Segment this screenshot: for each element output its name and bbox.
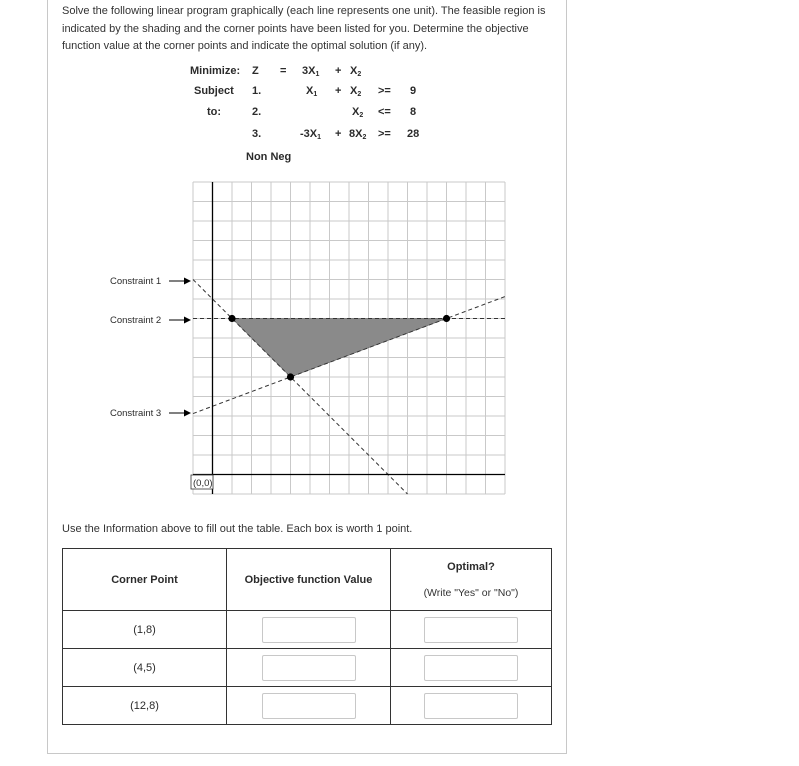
constraint-1-label: Constraint 1 <box>110 276 162 287</box>
objective-plus: + <box>335 65 342 77</box>
to-label: to: <box>207 106 222 118</box>
optimal-input-2[interactable] <box>424 655 518 681</box>
optimal-cell <box>391 611 552 649</box>
constraint-2-term-2: $X_2$ <box>352 106 364 119</box>
objective-value-header: Objective function Value <box>227 549 391 611</box>
subject-label: Subject <box>194 85 234 97</box>
corner-point-marker <box>228 315 235 322</box>
objective-value-cell <box>227 649 391 687</box>
non-negativity-label: Non Neg <box>246 151 292 163</box>
corner-point-marker <box>287 373 294 380</box>
minimize-label: Minimize: <box>190 65 241 77</box>
table-row <box>63 611 552 649</box>
optimal-input-1[interactable] <box>424 617 518 643</box>
objective-value-input-3[interactable] <box>262 693 356 719</box>
constraint-1-operator: >= <box>378 85 391 97</box>
table-header-row <box>63 549 552 611</box>
constraint-2-label: Constraint 2 <box>110 315 162 326</box>
corner-point-cell: (4,5) <box>63 649 227 687</box>
constraint-3-term-1: $-3X_1$ <box>300 128 322 141</box>
corner-point-cell: (12,8) <box>63 687 227 725</box>
constraint-3-label: Constraint 3 <box>110 408 162 419</box>
constraint-3-rhs: 28 <box>407 128 420 140</box>
constraint-3-operator: >= <box>378 128 391 140</box>
corner-point-cell: (1,8) <box>63 611 227 649</box>
constraint-1-plus: + <box>335 85 342 97</box>
constraint-1-number: 1. <box>252 85 262 97</box>
z-symbol: Z <box>252 65 259 77</box>
feasible-region-graph <box>100 175 520 505</box>
optimal-input-3[interactable] <box>424 693 518 719</box>
optimal-cell <box>391 687 552 725</box>
objective-term-1: $3X_1$ <box>302 65 320 78</box>
constraint-2-rhs: 8 <box>410 106 417 118</box>
equals-sign: = <box>280 65 287 77</box>
constraint-3-plus: + <box>335 128 342 140</box>
constraint-1-term-1: $X_1$ <box>306 85 318 98</box>
table-row <box>63 649 552 687</box>
constraint-1-rhs: 9 <box>410 85 417 97</box>
optimal-header <box>391 549 552 611</box>
constraint-3-number: 3. <box>252 128 262 140</box>
objective-value-input-1[interactable] <box>262 617 356 643</box>
objective-value-input-2[interactable] <box>262 655 356 681</box>
answer-table <box>62 548 552 725</box>
table-instruction: Use the Information above to fill out the table. Each box is worth 1 point. <box>62 523 413 535</box>
constraint-1-term-2: $X_2$ <box>350 85 362 98</box>
feasible-region <box>232 319 447 378</box>
instructions-text: Solve the following linear program graphically (each line represents one unit). The feasible region is indicated by the shading and the corner points have been listed for you. Determine the objective function value at the corner points and indicate the optimal solution (if any). <box>62 5 546 52</box>
origin-label: (0,0) <box>193 478 213 489</box>
optimal-header-note: (Write "Yes" or "No") <box>423 586 519 599</box>
constraint-1-line <box>193 280 408 495</box>
constraint-2-number: 2. <box>252 106 262 118</box>
table-row <box>63 687 552 725</box>
optimal-cell <box>391 649 552 687</box>
objective-value-cell <box>227 611 391 649</box>
corner-point-marker <box>443 315 450 322</box>
objective-value-cell <box>227 687 391 725</box>
objective-term-2: $X_2$ <box>350 65 362 78</box>
corner-point-header: Corner Point <box>63 549 227 611</box>
constraint-3-term-2: $8X_2$ <box>349 128 367 141</box>
optimal-header-title: Optimal? <box>447 560 495 573</box>
constraint-2-operator: <= <box>378 106 391 118</box>
